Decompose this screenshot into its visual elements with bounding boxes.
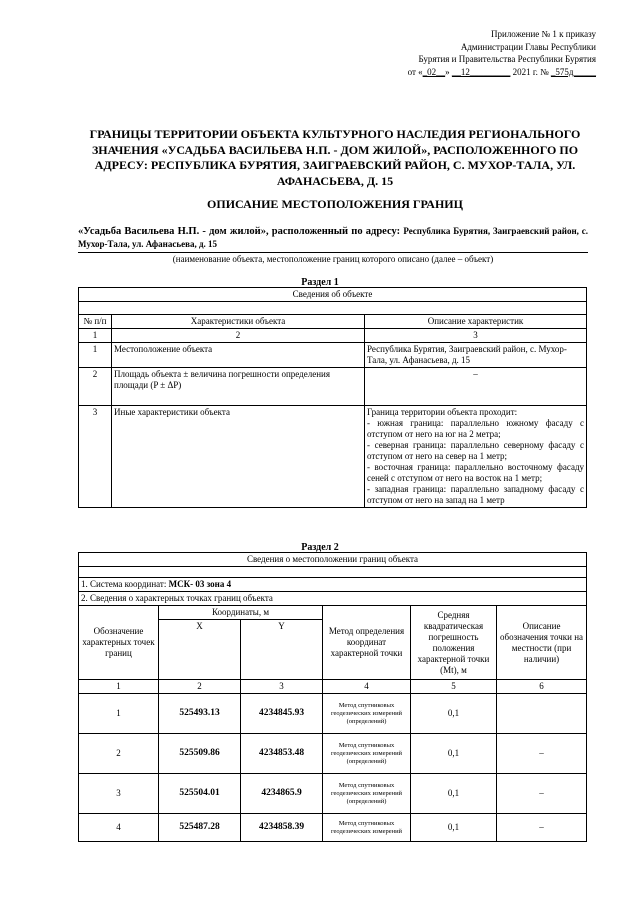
row-characteristic: Площадь объекта ± величина погрешности определения площади (P ± ΔP)	[112, 368, 365, 406]
document-subtitle: ОПИСАНИЕ МЕСТОПОЛОЖЕНИЯ ГРАНИЦ	[207, 197, 463, 211]
point-accuracy: 0,1	[411, 734, 497, 774]
point-x: 525504.01	[159, 774, 241, 814]
col-number: 6	[497, 680, 587, 694]
point-desc: –	[497, 734, 587, 774]
appendix-line-3: Бурятия и Правительства Республики Бурятия	[418, 54, 596, 64]
table-row	[79, 406, 587, 508]
point-id: 2	[79, 734, 159, 774]
col-number: 1	[79, 329, 112, 343]
point-method: Метод спутниковых геодезических измерений (определений)	[323, 734, 411, 774]
point-y: 4234858.39	[241, 814, 323, 842]
row-characteristic: Местоположение объекта	[112, 343, 365, 368]
object-name-hint: (наименование объекта, местоположение границ которого описано (далее – объект)	[172, 254, 494, 264]
point-desc: –	[497, 774, 587, 814]
points-label: 2. Сведения о характерных точках границ объекта	[79, 592, 587, 606]
section-1-header: Сведения об объекте	[79, 288, 587, 302]
point-x: 525493.13	[159, 694, 241, 734]
table-row	[79, 343, 587, 368]
point-accuracy: 0,1	[411, 814, 497, 842]
col-header: Характеристики объекта	[112, 315, 365, 329]
appendix-line-1: Приложение № 1 к приказу	[491, 29, 596, 39]
appendix-date-line: от «_02__» __12_________ 2021 г. № _575д_____	[407, 66, 596, 77]
col-number: 1	[79, 680, 159, 694]
col-desc-header: Описание обозначения точки на местности (при наличии)	[497, 606, 587, 680]
document-title: ГРАНИЦЫ ТЕРРИТОРИИ ОБЪЕКТА КУЛЬТУРНОГО НАСЛЕДИЯ РЕГИОНАЛЬНОГО ЗНАЧЕНИЯ «УСАДЬБА ВАСИЛЬЕВА Н.П. - ДОМ ЖИЛОЙ», РАСПОЛОЖЕННОГО ПО АДРЕСУ: РЕСПУБЛИКА БУРЯТИЯ, ЗАИГРАЕВСКИЙ РАЙОН, С. МУХОР-ТАЛА, УЛ. АФАНАСЬЕВА, Д. 15	[89, 127, 581, 188]
point-method: Метод спутниковых геодезических измерений (определений)	[323, 774, 411, 814]
appendix-day: _02__	[422, 66, 446, 77]
row-number: 1	[79, 343, 112, 368]
object-name: «Усадьба Васильева Н.П. - дом жилой», расположенный по адресу: Республика Бурятия, Заиграевский район, с. Мухор-Тала, ул. Афанасьева, д. 15	[78, 225, 588, 253]
object-address: Республика Бурятия, Заиграевский район, с. Мухор-Тала, ул. Афанасьева, д. 15	[78, 226, 588, 249]
point-accuracy: 0,1	[411, 694, 497, 734]
table-row	[79, 814, 587, 842]
table-row	[79, 774, 587, 814]
col-coords-header: Координаты, м	[159, 606, 323, 620]
point-x: 525487.28	[159, 814, 241, 842]
col-number: 3	[365, 329, 587, 343]
row-description: –	[365, 368, 587, 406]
point-accuracy: 0,1	[411, 774, 497, 814]
row-number: 2	[79, 368, 112, 406]
point-id: 4	[79, 814, 159, 842]
coord-system: 1. Система координат: МСК- 03 зона 4	[79, 578, 587, 592]
row-characteristic: Иные характеристики объекта	[112, 406, 365, 508]
col-number: 2	[112, 329, 365, 343]
appendix-block	[296, 28, 596, 78]
col-number: 5	[411, 680, 497, 694]
col-number: 3	[241, 680, 323, 694]
point-x: 525509.86	[159, 734, 241, 774]
col-number: 4	[323, 680, 411, 694]
row-number: 3	[79, 406, 112, 508]
section-2-title: Раздел 2	[301, 542, 339, 553]
appendix-line-2: Администрации Главы Республики	[460, 41, 596, 52]
col-y-header: Y	[241, 620, 323, 680]
point-id: 1	[79, 694, 159, 734]
col-header: № п/п	[79, 315, 112, 329]
point-method: Метод спутниковых геодезических измерений (определений)	[323, 694, 411, 734]
col-point-header: Обозначение характерных точек границ	[79, 606, 159, 680]
appendix-number: _575д_____	[550, 66, 596, 77]
point-y: 4234865.9	[241, 774, 323, 814]
col-accuracy-header: Средняя квадратическая погрешность положения характерной точки (Mt), м	[411, 606, 497, 680]
section-1-table	[78, 287, 587, 508]
col-number: 2	[159, 680, 241, 694]
row-description: Граница территории объекта проходит: - южная граница: параллельно южному фасаду с отступом от него на юг на 2 метра; - северная граница: параллельно северному фасаду с отступом от него на север на 1 метр; - восточная граница: параллельно восточному фасаду сеней с отступом от него на восток на 1 метр; - западная граница: параллельно западному фасаду с отступом от него на запад на 1 метр	[365, 406, 587, 508]
appendix-month: __12_________	[451, 66, 511, 77]
point-method: Метод спутниковых геодезических измерений	[323, 814, 411, 842]
point-y: 4234845.93	[241, 694, 323, 734]
point-id: 3	[79, 774, 159, 814]
section-2-table	[78, 552, 587, 842]
section-2-header: Сведения о местоположении границ объекта	[79, 553, 587, 567]
point-desc	[497, 694, 587, 734]
section-1-title: Раздел 1	[301, 277, 339, 288]
row-description: Республика Бурятия, Заиграевский район, с. Мухор-Тала, ул. Афанасьева, д. 15	[365, 343, 587, 368]
col-header: Описание характеристик	[365, 315, 587, 329]
table-row	[79, 368, 587, 406]
col-method-header: Метод определения координат характерной точки	[323, 606, 411, 680]
col-x-header: X	[159, 620, 241, 680]
point-y: 4234853.48	[241, 734, 323, 774]
table-row	[79, 734, 587, 774]
point-desc: –	[497, 814, 587, 842]
table-row	[79, 694, 587, 734]
